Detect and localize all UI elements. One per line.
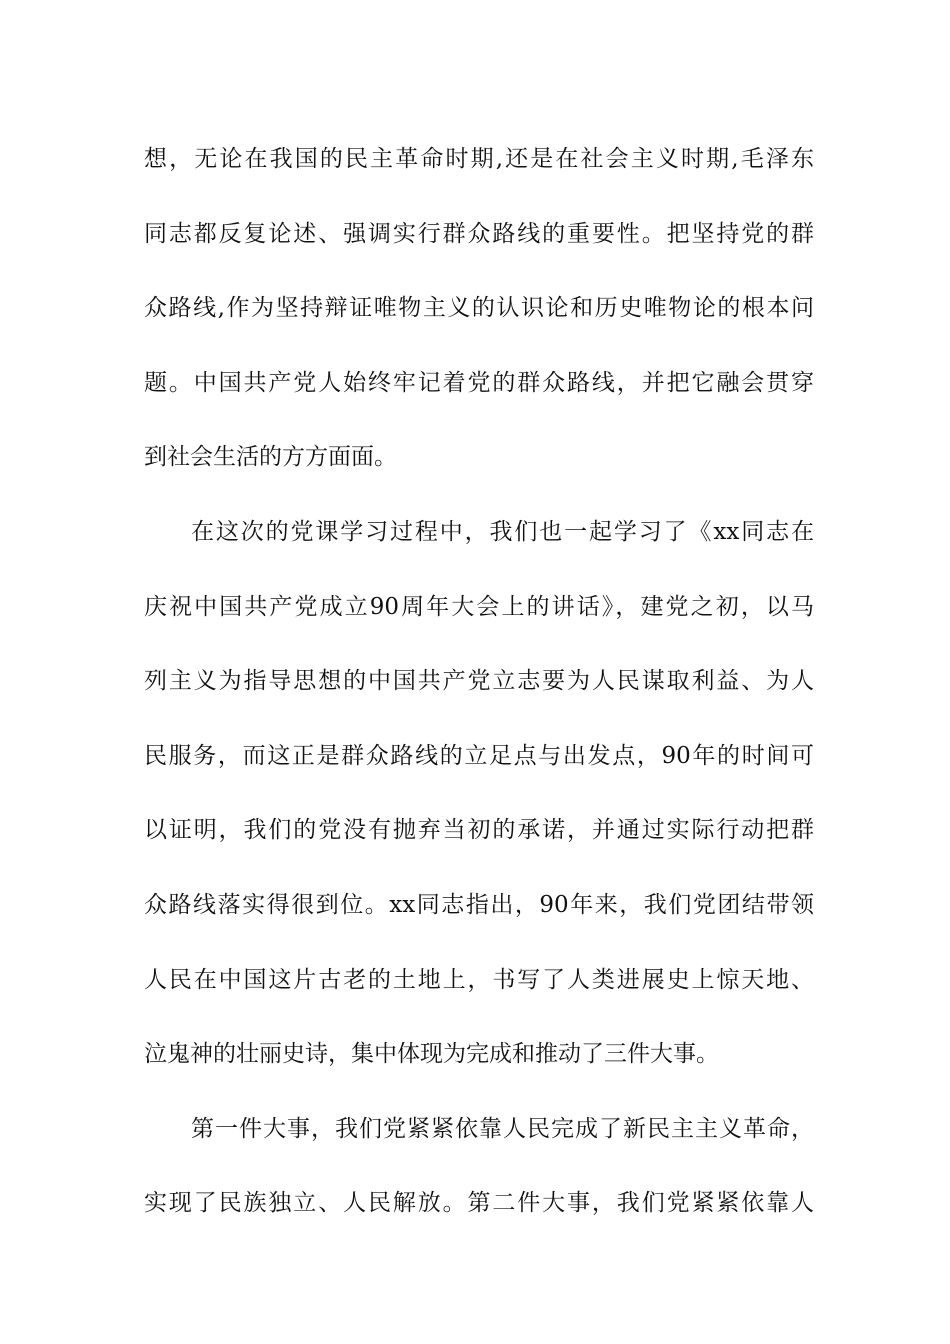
text-line-14: 第一件大事，我们党紧紧依靠人民完成了新民主主义革命， [191,1115,814,1142]
text-line-5: 到社会生活的方方面面。 [144,444,397,471]
text-line-1: 想，无论在我国的民主革命时期,还是在社会主义时期,毛泽东 [144,146,814,172]
text-line-8: 列主义为指导思想的中国共产党立志要为人民谋取利益、为人 [144,668,814,695]
text-line-12: 人民在中国这片古老的土地上，书写了人类进展史上惊天地、 [144,966,814,993]
text-line-2: 同志都反复论述、强调实行群众路线的重要性。把坚持党的群 [144,220,814,247]
text-line-9: 民服务，而这正是群众路线的立足点与出发点，90年的时间可 [144,742,814,769]
text-line-6: 在这次的党课学习过程中，我们也一起学习了《xx同志在 [191,518,814,545]
text-line-10: 以证明，我们的党没有抛弃当初的承诺，并通过实际行动把群 [144,817,814,844]
text-line-15: 实现了民族独立、人民解放。第二件大事，我们党紧紧依靠人 [144,1190,814,1217]
text-line-11: 众路线落实得很到位。xx同志指出，90年来，我们党团结带领 [144,891,814,918]
document-body [144,122,814,1241]
text-line-13: 泣鬼神的壮丽史诗，集中体现为完成和推动了三件大事。 [144,1041,719,1068]
text-line-3: 众路线,作为坚持辩证唯物主义的认识论和历史唯物论的根本问 [144,295,814,322]
text-line-7: 庆祝中国共产党成立90周年大会上的讲话》，建党之初，以马 [144,593,814,620]
text-line-4: 题。中国共产党人始终牢记着党的群众路线，并把它融会贯穿 [144,369,814,396]
